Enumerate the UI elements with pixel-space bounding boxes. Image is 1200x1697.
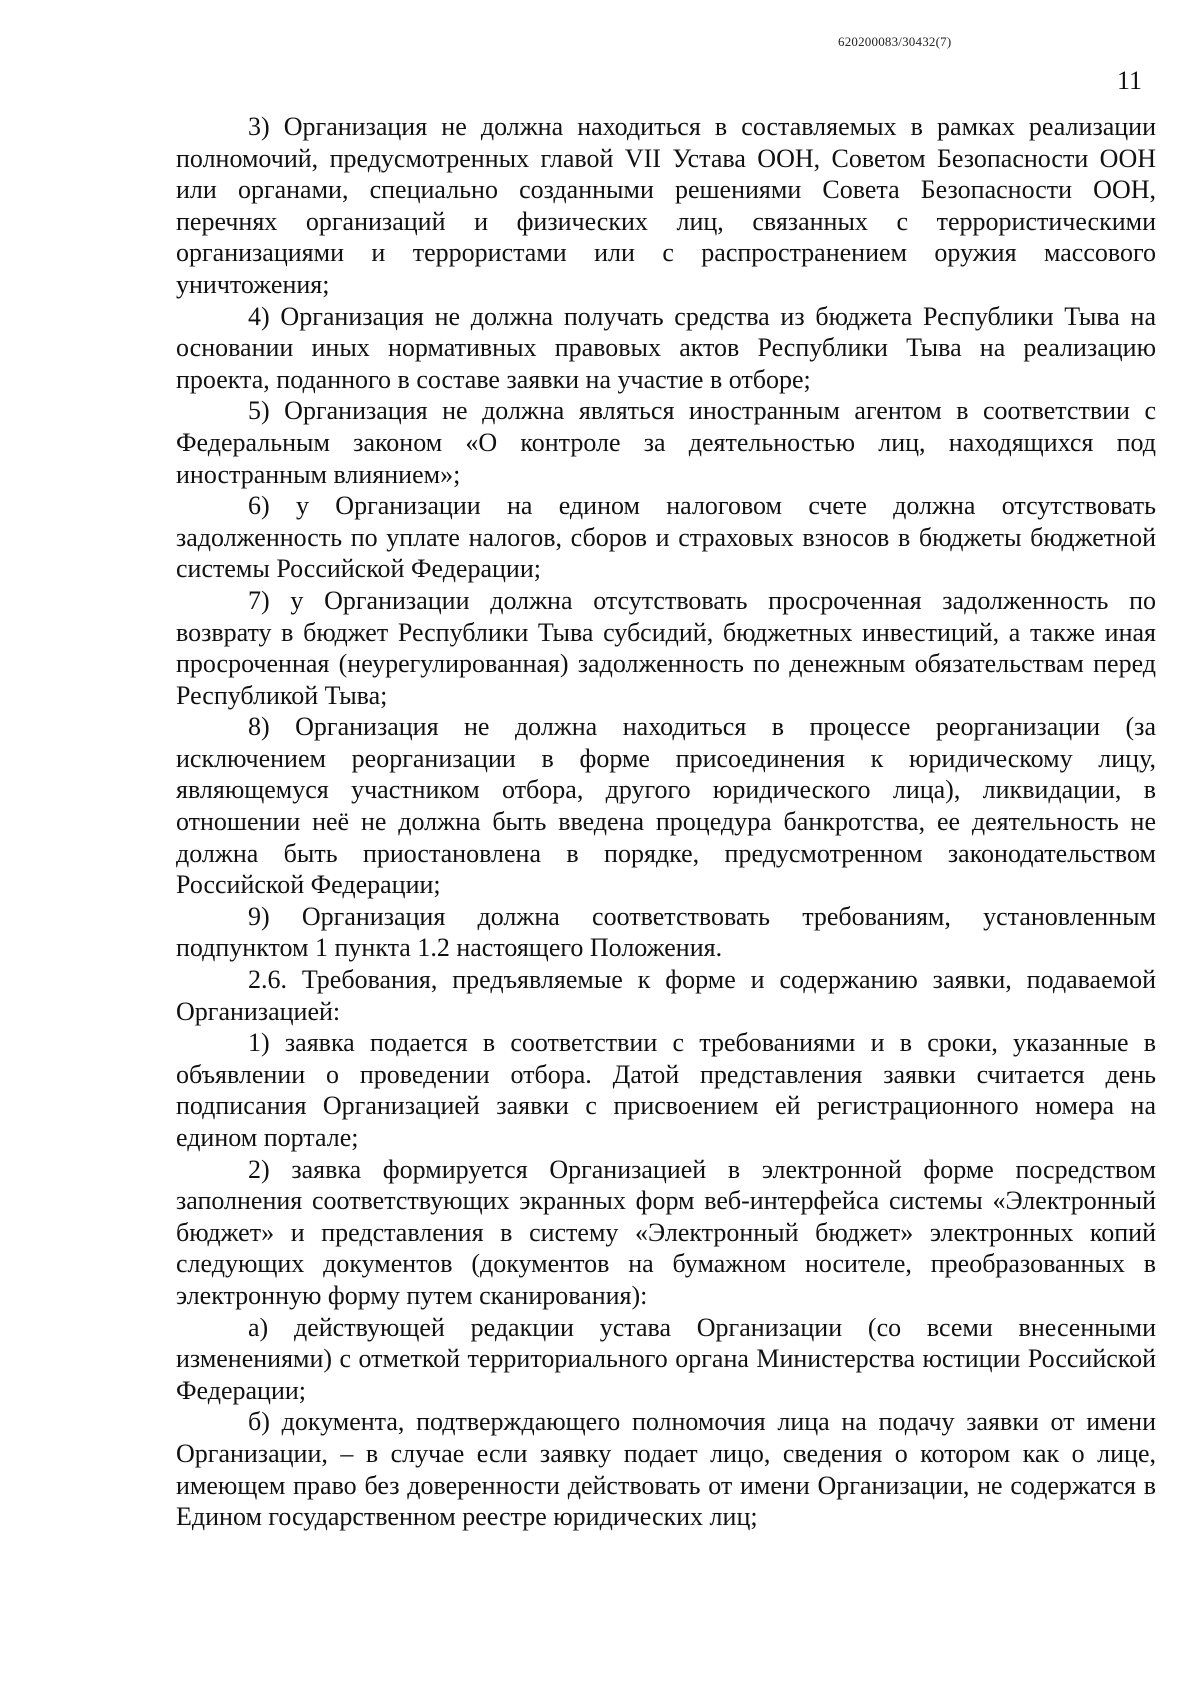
paragraph-item-9: 9) Организация должна соответствовать требованиям, установленным подпунктом 1 пункта 1.2 настоящего Положения. <box>176 901 1156 963</box>
page-number: 11 <box>1116 66 1142 95</box>
paragraph-item-4: 4) Организация не должна получать средства из бюджета Республики Тыва на основании иных нормативных правовых актов Республики Тыва на реализацию проекта, поданного в составе заявки на участие в отборе; <box>176 301 1156 394</box>
document-id: 620200083/30432(7) <box>838 34 952 49</box>
paragraph-subitem-2: 2) заявка формируется Организацией в электронной форме посредством заполнения соответствующих экранных форм веб-интерфейса системы «Электронный бюджет» и представления в систему «Электронный бюджет» электронных копий следующих документов (документов на бумажном носителе, преобразованных в электронную форму путем сканирования): <box>176 1154 1156 1310</box>
paragraph-item-7: 7) у Организации должна отсутствовать просроченная задолженность по возврату в бюджет Республики Тыва субсидий, бюджетных инвестиций, а также иная просроченная (неурегулированная) задолженность по денежным обязательствам перед Республикой Тыва; <box>176 585 1156 710</box>
paragraph-subitem-a: а) действующей редакции устава Организации (со всеми внесенными изменениями) с отметкой территориального органа Министерства юстиции Российской Федерации; <box>176 1312 1156 1405</box>
paragraph-subitem-1: 1) заявка подается в соответствии с требованиями и в сроки, указанные в объявлении о проведении отбора. Датой представления заявки считается день подписания Организацией заявки с присвоением ей регистрационного номера на едином портале; <box>176 1028 1156 1152</box>
paragraph-subitem-b: б) документа, подтверждающего полномочия лица на подачу заявки от имени Организации, – в случае если заявку подает лицо, сведения о котором как о лице, имеющем право без доверенности действовать от имени Организации, не содержатся в Едином государственном реестре юридических лиц; <box>176 1407 1156 1532</box>
paragraph-item-3: 3) Организация не должна находиться в составляемых в рамках реализации полномочий, предусмотренных главой VII Устава ООН, Советом Безопасности ООН или органами, специально созданными решениями Совета Безопасности ООН, перечнях организаций и физических лиц, связанных с террористическими организациями и террористами или с распространением оружия массового уничтожения; <box>176 112 1156 299</box>
paragraph-section-2-6: 2.6. Требования, предъявляемые к форме и содержанию заявки, подаваемой Организацией: <box>176 965 1156 1026</box>
paragraph-item-6: 6) у Организации на едином налоговом счете должна отсутствовать задолженность по уплате налогов, сборов и страховых взносов в бюджеты бюджетной системы Российской Федерации; <box>176 491 1156 584</box>
paragraph-item-8: 8) Организация не должна находиться в процессе реорганизации (за исключением реорганизации в форме присоединения к юридическому лицу, являющемуся участником отбора, другого юридического лица), ликвидации, в отношении неё не должна быть введена процедура банкротства, ее деятельность не должна быть приостановлена в порядке, предусмотренном законодательством Российской Федерации; <box>176 712 1156 900</box>
paragraph-item-5: 5) Организация не должна являться иностранным агентом в соответствии с Федеральным законом «О контроле за деятельностью лиц, находящихся под иностранным влиянием»; <box>176 396 1156 489</box>
document-body <box>176 111 1156 1533</box>
